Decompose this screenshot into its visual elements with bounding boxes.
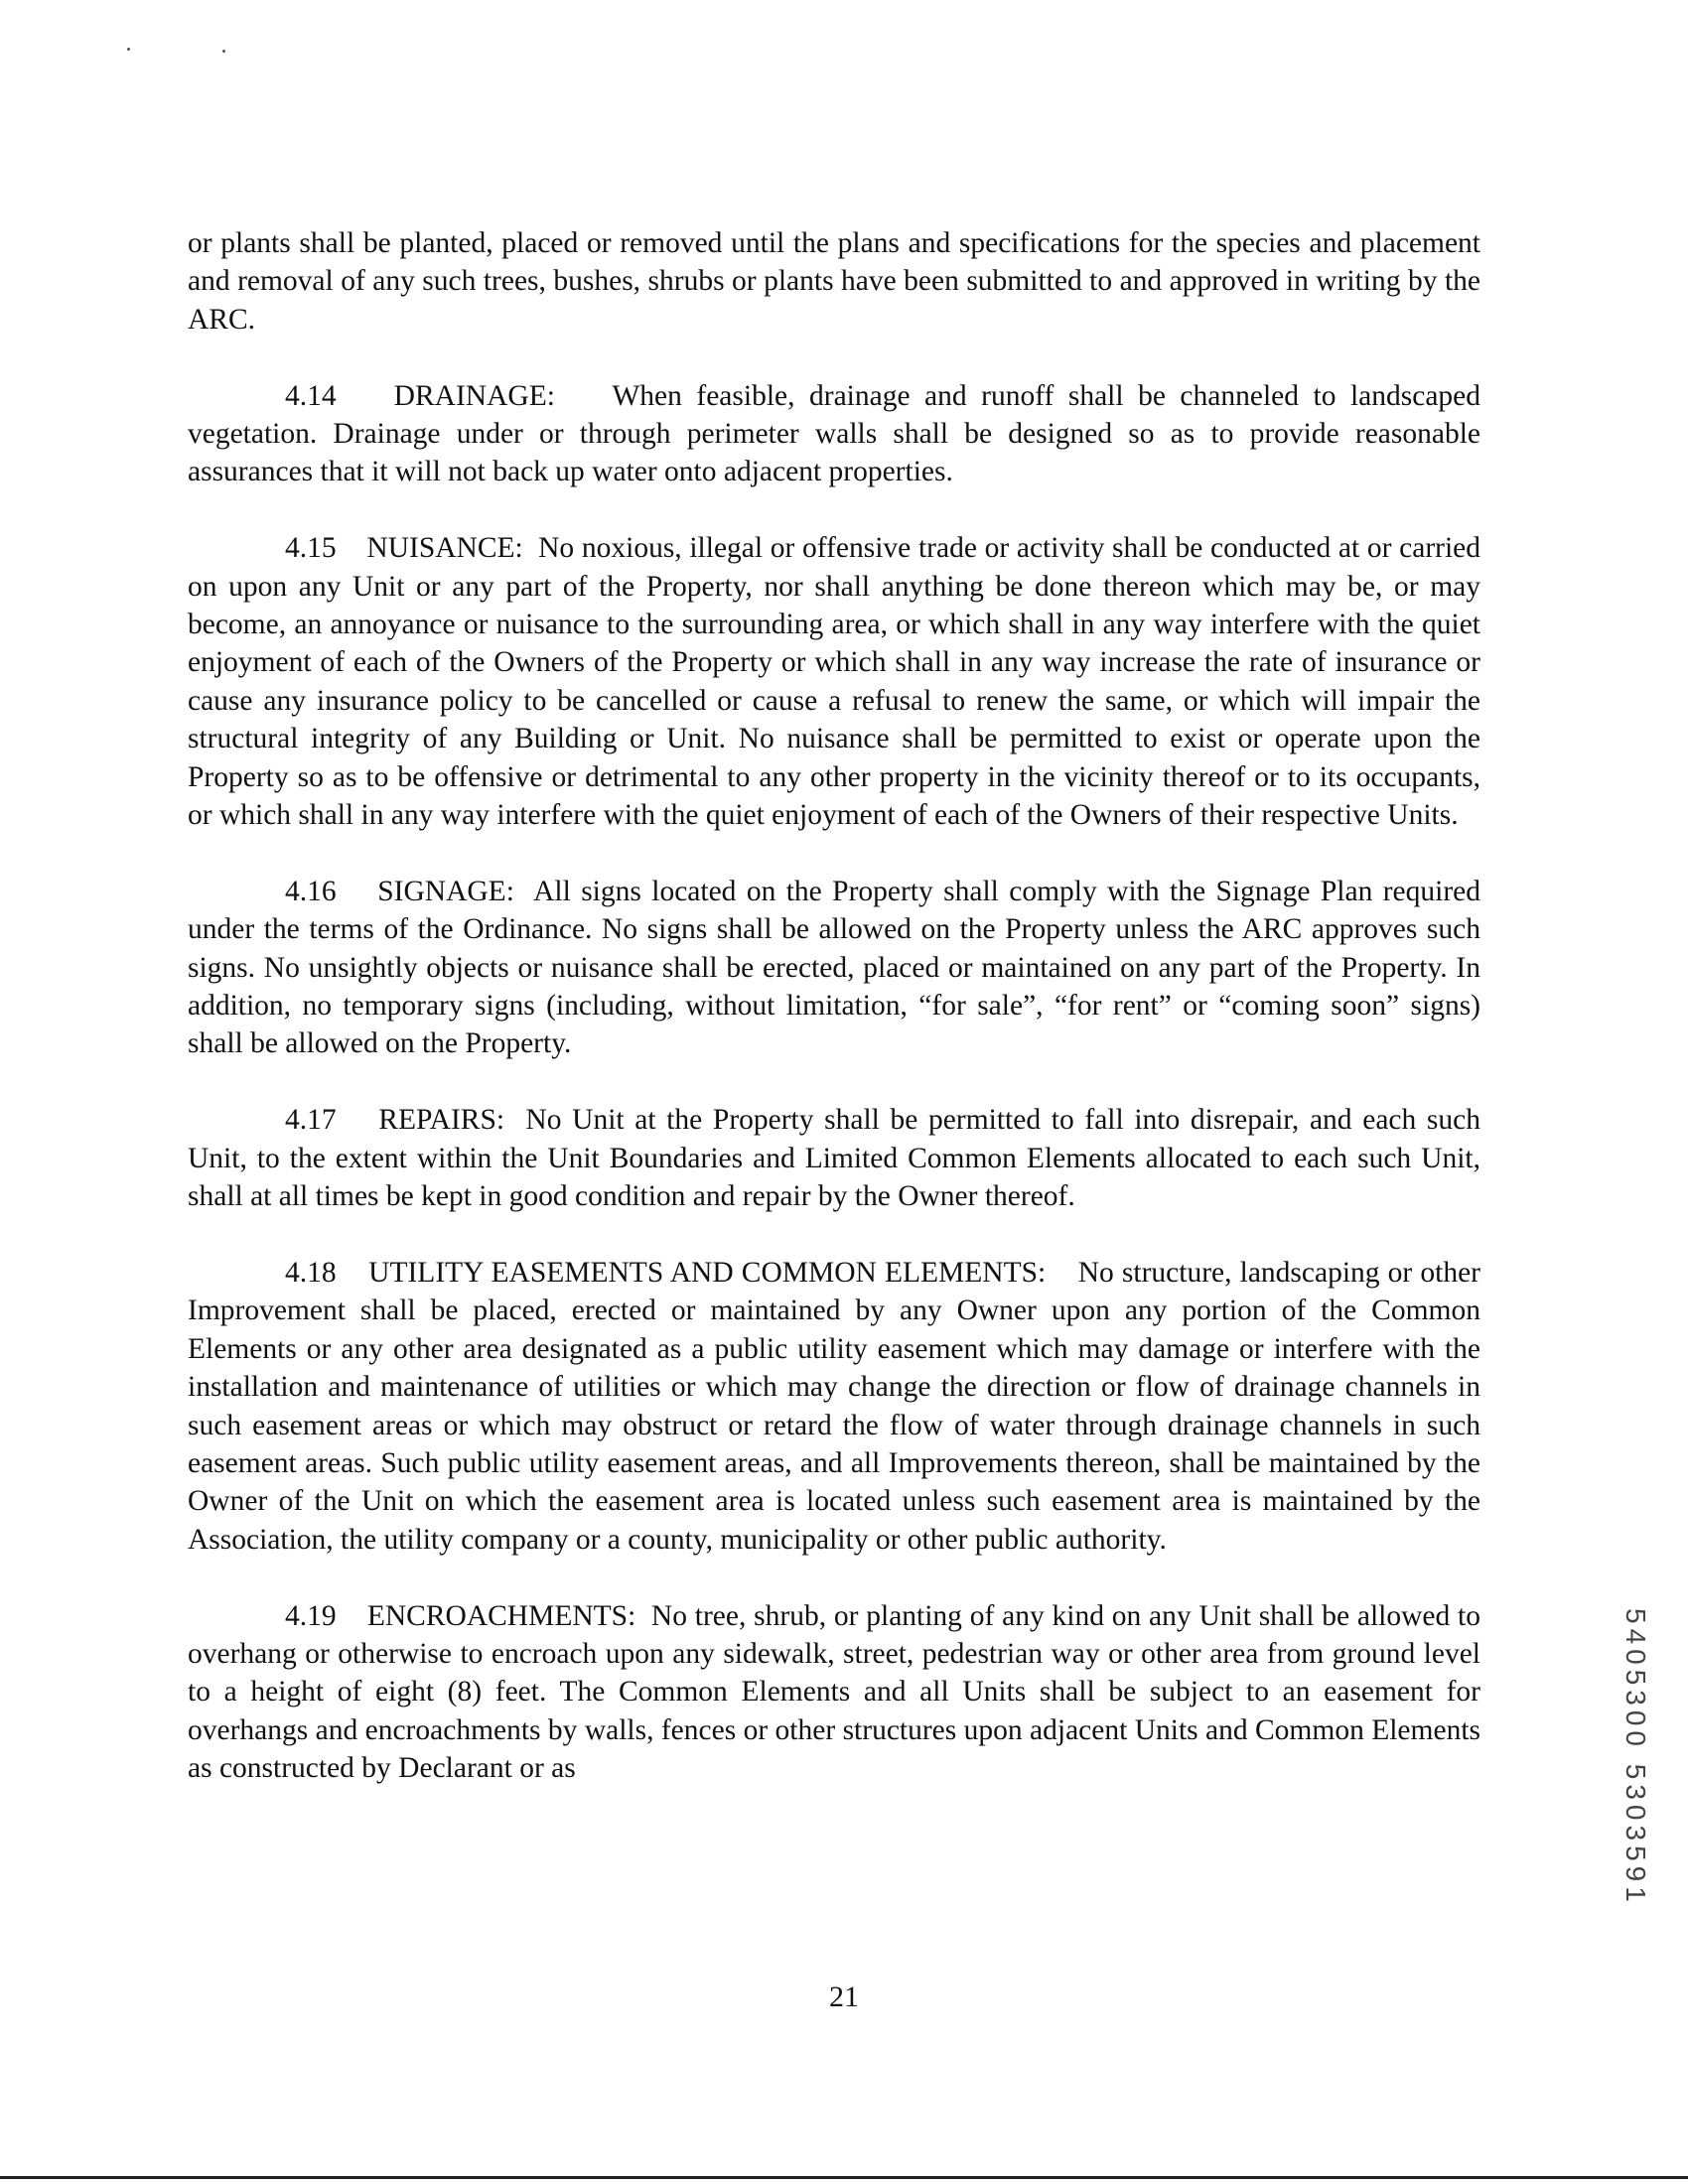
section-heading: REPAIRS: [378, 1104, 505, 1137]
section-number: 4.14 [285, 379, 337, 412]
paragraph-4-19 [188, 1597, 1480, 1788]
section-heading: SIGNAGE: [377, 875, 514, 907]
section-heading: UTILITY EASEMENTS AND COMMON ELEMENTS: [368, 1256, 1047, 1289]
document-body [188, 224, 1480, 1826]
paragraph-4-17 [188, 1101, 1480, 1215]
paragraph-4-18 [188, 1254, 1480, 1559]
paragraph-4-16 [188, 873, 1480, 1063]
section-number: 4.18 [285, 1256, 337, 1289]
section-number: 4.15 [285, 532, 337, 565]
paragraph-4-14 [188, 377, 1480, 491]
paragraph-text: All signs located on the Property shall comply with the Signage Plan required under the terms of the Ordinance. No signs shall be allowed on the Property unless the ARC approves such signs. No unsightly objects or nuisance shall be erected, placed or maintained on any part of the Property. In addition, no temporary signs (including, without limitation, “for sale”, “for rent” or “coming soon” signs) shall be allowed on the Property. [188, 875, 1481, 1060]
scan-specks [119, 42, 238, 56]
paragraph-4-15 [188, 529, 1480, 834]
paragraph-text: No noxious, illegal or offensive trade or activity shall be conducted at or carried on upon any Unit or any part of the Property, nor shall anything be done thereon which may be, or may become, an annoyance or nuisance to the surrounding area, or which shall in any way interfere with the quiet enjoyment of each of the Owners of the Property or which shall in any way increase the rate of insurance or cause any insurance policy to be cancelled or cause a refusal to renew the same, or which will impair the structural integrity of any Building or Unit. No nuisance shall be permitted to exist or operate upon the Property so as to be offensive or detrimental to any other property in the vicinity thereof or to its occupants, or which shall in any way interfere with the quiet enjoyment of each of the Owners of their respective Units. [188, 532, 1481, 832]
paragraph-text: No structure, landscaping or other Improvement shall be placed, erected or maintained by any Owner upon any portion of the Common Elements or any other area designated as a public utility easement which may damage or interfere with the installation and maintenance of utilities or which may change the direction or flow of drainage channels in such easement areas or which may obstruct or retard the flow of water through drainage channels in such easement areas. Such public utility easement areas, and all Improvements thereon, shall be maintained by the Owner of the Unit on which the easement area is located unless such easement area is maintained by the Association, the utility company or a county, municipality or other public authority. [188, 1256, 1480, 1556]
paragraph-text: No tree, shrub, or planting of any kind on any Unit shall be allowed to overhang or otherwise to encroach upon any sidewalk, street, pedestrian way or other area from ground level to a height of eight (8) feet. The Common Elements and all Units shall be subject to an easement for overhangs and encroachments by walls, fences or other structures upon adjacent Units and Common Elements as constructed by Declarant or as [188, 1599, 1481, 1785]
page-bottom-edge [0, 2176, 1688, 2179]
paragraph-text: When feasible, drainage and runoff shall be channeled to landscaped vegetation. Drainage under or through perimeter walls shall be designed so as to provide reasonable assurances that it will not back up water onto adjacent properties. [188, 379, 1481, 488]
paragraph-continuation [188, 224, 1480, 339]
section-heading: ENCROACHMENTS: [366, 1599, 636, 1632]
scan-speck [222, 50, 225, 53]
section-number: 4.17 [285, 1104, 337, 1137]
recording-stamp-code: 5405300 5303591 [1620, 1608, 1651, 1907]
page-number: 21 [829, 1980, 859, 2013]
paragraph-text: or plants shall be planted, placed or removed until the plans and specifications for the species and placement and removal of any such trees, bushes, shrubs or plants have been submitted to and approved in writing by the ARC. [188, 227, 1480, 336]
section-number: 4.16 [285, 875, 337, 907]
section-heading: NUISANCE: [366, 532, 523, 565]
section-heading: DRAINAGE: [393, 379, 555, 412]
paragraph-text: No Unit at the Property shall be permitted to fall into disrepair, and each such Unit, to the extent within the Unit Boundaries and Limited Common Elements allocated to each such Unit, shall at all times be kept in good condition and repair by the Owner thereof. [188, 1104, 1480, 1213]
section-number: 4.19 [285, 1599, 337, 1632]
scan-speck [127, 48, 130, 51]
